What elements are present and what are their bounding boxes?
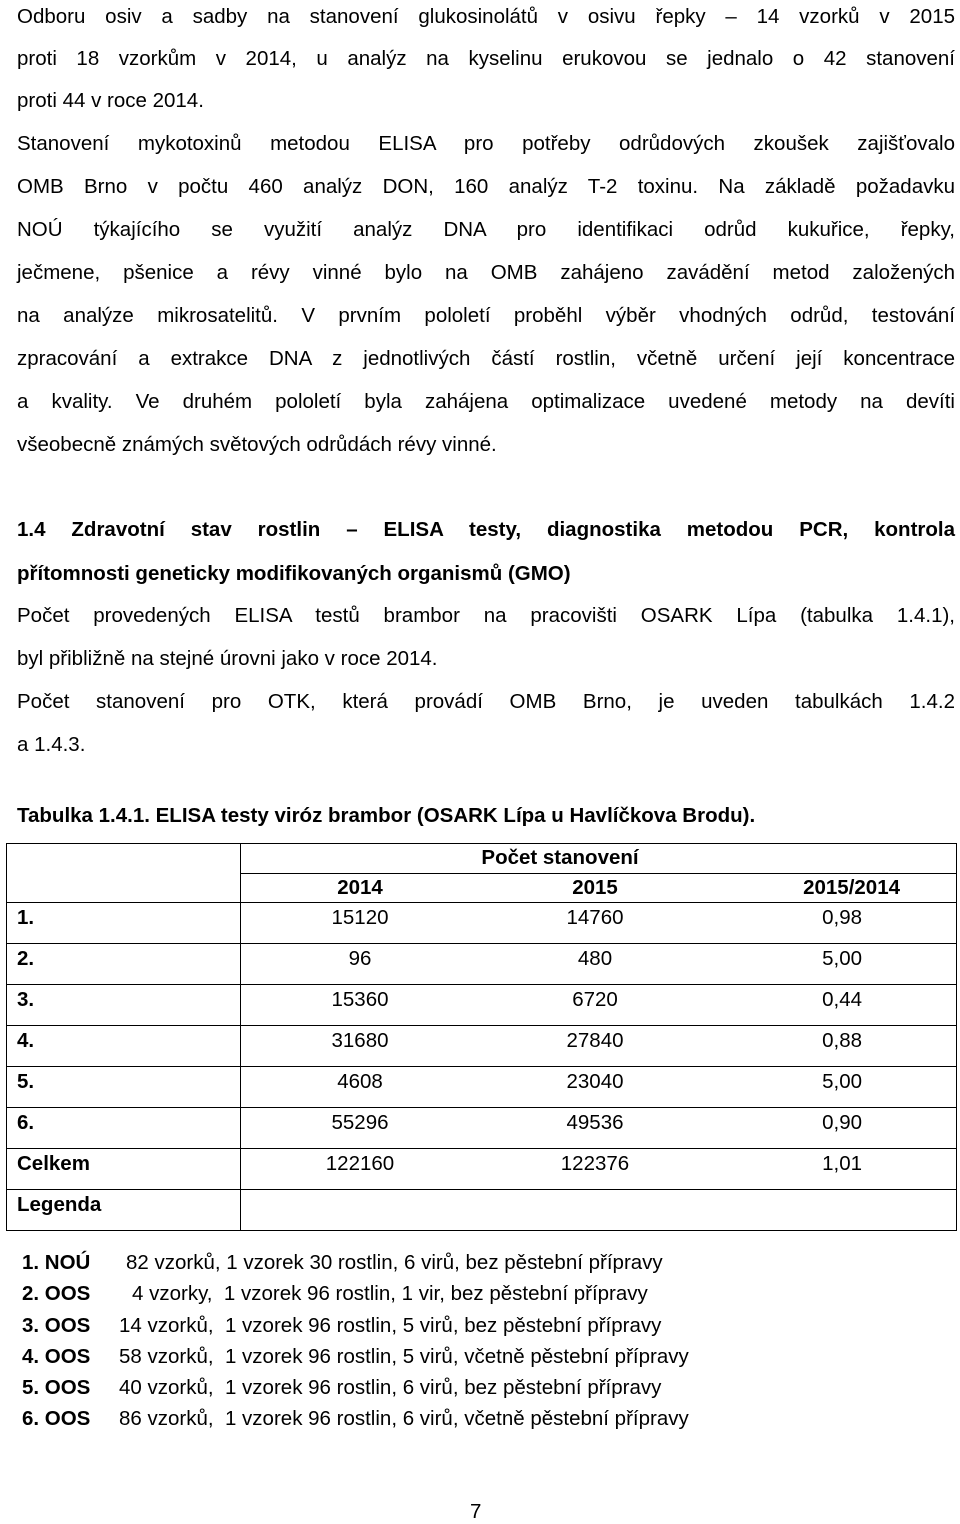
legend-text: 4 vzorky, 1 vzorek 96 rostlin, 1 vir, bez pěstební přípravy <box>132 1282 648 1305</box>
cell-2015: 6720 <box>572 988 618 1011</box>
legend-text: 14 vzorků, 1 vzorek 96 rostlin, 5 virů, bez pěstební přípravy <box>119 1314 662 1337</box>
legend-id: 3. OOS <box>22 1314 91 1337</box>
paragraph-line: Odboru osiv a sadby na stanovení glukosinolátů v osivu řepky – 14 vzorků v 2015 <box>17 5 955 28</box>
cell-2015: 27840 <box>566 1029 624 1052</box>
page-number: 7 <box>470 1500 482 1523</box>
cell-2014: 96 <box>348 947 372 970</box>
cell-2015: 14760 <box>566 906 624 929</box>
paragraph-line: a kvality. Ve druhém pololetí byla zahájena optimalizace uvedené metody na devíti <box>17 390 955 413</box>
legend-id: 5. OOS <box>22 1376 91 1399</box>
cell-2015: 122376 <box>560 1152 630 1175</box>
paragraph-line: Počet stanovení pro OTK, která provádí OMB Brno, je uveden tabulkách 1.4.2 <box>17 690 955 713</box>
cell-2014: 55296 <box>331 1111 389 1134</box>
legend-id: 2. OOS <box>22 1282 91 1305</box>
cell-ratio: 0,88 <box>822 1029 862 1052</box>
legend-id: 6. OOS <box>22 1407 91 1430</box>
paragraph-line: všeobecně známých světových odrůdách révy vinné. <box>17 433 497 456</box>
row-label: 3. <box>17 988 35 1011</box>
cell-ratio: 0,90 <box>822 1111 862 1134</box>
paragraph-line: Stanovení mykotoxinů metodou ELISA pro potřeby odrůdových zkoušek zajišťovalo <box>17 132 955 155</box>
row-label: Celkem <box>17 1152 90 1175</box>
cell-ratio: 5,00 <box>822 1070 862 1093</box>
cell-2014: 15360 <box>331 988 389 1011</box>
legend-text: 58 vzorků, 1 vzorek 96 rostlin, 5 virů, včetně pěstební přípravy <box>119 1345 689 1368</box>
section-heading: přítomnosti geneticky modifikovaných organismů (GMO) <box>17 562 571 585</box>
legend-id: 4. OOS <box>22 1345 91 1368</box>
paragraph-line: Počet provedených ELISA testů brambor na pracovišti OSARK Lípa (tabulka 1.4.1), <box>17 604 955 627</box>
cell-ratio: 1,01 <box>822 1152 862 1175</box>
paragraph-line: byl přibližně na stejné úrovni jako v roce 2014. <box>17 647 438 670</box>
cell-ratio: 0,44 <box>822 988 862 1011</box>
row-label: 6. <box>17 1111 35 1134</box>
row-label: 5. <box>17 1070 35 1093</box>
section-heading: 1.4 Zdravotní stav rostlin – ELISA testy, diagnostika metodou PCR, kontrola <box>17 518 955 541</box>
legend-text: 82 vzorků, 1 vzorek 30 rostlin, 6 virů, bez pěstební přípravy <box>126 1251 663 1274</box>
paragraph-line: a 1.4.3. <box>17 733 86 756</box>
paragraph-line: proti 18 vzorkům v 2014, u analýz na kyselinu erukovou se jednalo o 42 stanovení <box>17 47 955 70</box>
legend-text: 86 vzorků, 1 vzorek 96 rostlin, 6 virů, včetně pěstební přípravy <box>119 1407 689 1430</box>
row-label: 1. <box>17 906 35 929</box>
paragraph-line: NOÚ týkajícího se využití analýz DNA pro identifikaci odrůd kukuřice, řepky, <box>17 218 955 241</box>
cell-2015: 480 <box>577 947 613 970</box>
paragraph-line: OMB Brno v počtu 460 analýz DON, 160 analýz T-2 toxinu. Na základě požadavku <box>17 175 955 198</box>
cell-2015: 23040 <box>566 1070 624 1093</box>
row-label: 4. <box>17 1029 35 1052</box>
cell-2015: 49536 <box>566 1111 624 1134</box>
cell-ratio: 5,00 <box>822 947 862 970</box>
table-caption: Tabulka 1.4.1. ELISA testy viróz brambor (OSARK Lípa u Havlíčkova Brodu). <box>17 804 756 827</box>
paragraph-line: ječmene, pšenice a révy vinné bylo na OMB zahájeno zavádění metod založených <box>17 261 955 284</box>
cell-ratio: 0,98 <box>822 906 862 929</box>
paragraph-line: proti 44 v roce 2014. <box>17 89 204 112</box>
table-column-header: 2014 <box>337 876 383 899</box>
cell-2014: 4608 <box>337 1070 383 1093</box>
table-column-header: 2015 <box>572 876 618 899</box>
row-label: 2. <box>17 947 35 970</box>
cell-2014: 122160 <box>325 1152 395 1175</box>
table-legend-label: Legenda <box>17 1193 102 1216</box>
paragraph-line: na analýze mikrosatelitů. V prvním pololetí proběhl výběr vhodných odrůd, testování <box>17 304 955 327</box>
paragraph-line: zpracování a extrakce DNA z jednotlivých částí rostlin, včetně určení její koncentrace <box>17 347 955 370</box>
table-column-header: 2015/2014 <box>803 876 900 899</box>
legend-text: 40 vzorků, 1 vzorek 96 rostlin, 6 virů, bez pěstební přípravy <box>119 1376 662 1399</box>
cell-2014: 15120 <box>331 906 389 929</box>
cell-2014: 31680 <box>331 1029 389 1052</box>
table-group-header: Počet stanovení <box>481 846 639 869</box>
legend-id: 1. NOÚ <box>22 1251 91 1274</box>
